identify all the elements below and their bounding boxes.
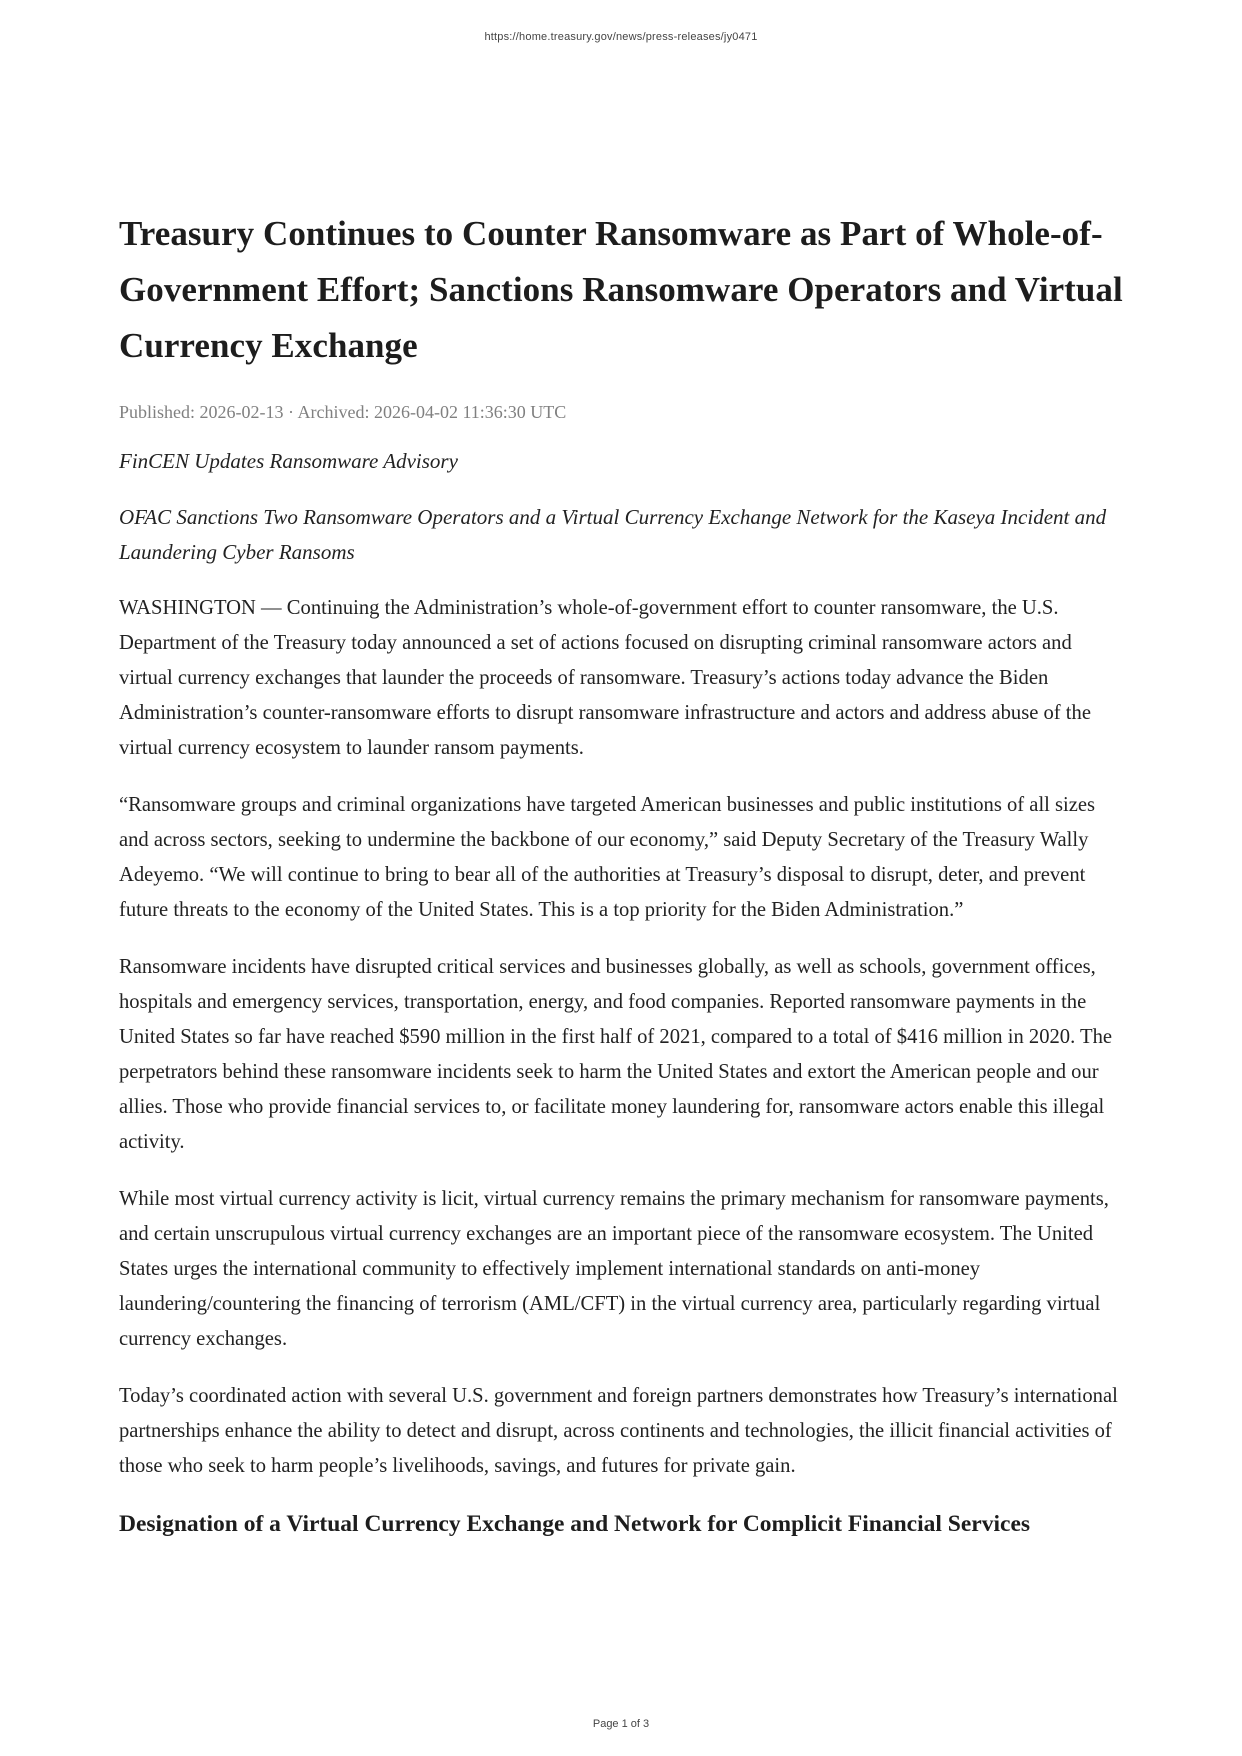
article-subhead: FinCEN Updates Ransomware Advisory — [119, 449, 458, 473]
section-heading: Designation of a Virtual Currency Exchange and Network for Complicit Financial Services — [119, 1511, 1031, 1537]
article-paragraph: Ransomware incidents have disrupted critical services and businesses globally, as well as schools, government offices, hospitals and emergency services, transportation, energy, and food companies. Reported ransomware payments in the United States so far have reached $590 million in the first half of 2021, compared to a total of $416 million in 2020. The perpetrators behind these ransomware incidents seek to harm the United States and extort the American people and our allies. Those who provide financial services to, or facilitate money laundering for, ransomware actors enable this illegal activity. — [119, 956, 1113, 1153]
article-subhead: OFAC Sanctions Two Ransomware Operators and a Virtual Currency Exchange Network for the Kaseya Incident and Laundering Cyber Ransoms — [119, 505, 1107, 564]
page-url-header: https://home.treasury.gov/news/press-releases/jy0471 — [484, 31, 758, 43]
article-title: Treasury Continues to Counter Ransomware as Part of Whole-of-Government Effort; Sanctions Ransomware Operators and Virtual Currency Exchange — [119, 214, 1123, 365]
article-paragraph: While most virtual currency activity is licit, virtual currency remains the primary mechanism for ransomware payments, and certain unscrupulous virtual currency exchanges are an important piece of the ransomware ecosystem. The United States urges the international community to effectively implement international standards on anti-money laundering/countering the financing of terrorism (AML/CFT) in the virtual currency area, particularly regarding virtual currency exchanges. — [119, 1188, 1109, 1350]
article-paragraph: Today’s coordinated action with several U.S. government and foreign partners demonstrates how Treasury’s international partnerships enhance the ability to detect and disrupt, across continents and technologies, the illicit financial activities of those who seek to harm people’s livelihoods, savings, and futures for private gain. — [119, 1385, 1118, 1477]
article-meta: Published: 2026-02-13 · Archived: 2026-04-02 11:36:30 UTC — [119, 402, 567, 422]
article-paragraph: WASHINGTON — Continuing the Administration’s whole-of-government effort to counter ransomware, the U.S. Department of the Treasury today announced a set of actions focused on disrupting criminal ransomware actors and virtual currency exchanges that launder the proceeds of ransomware. Treasury’s actions today advance the Biden Administration’s counter-ransomware efforts to disrupt ransomware infrastructure and actors and address abuse of the virtual currency ecosystem to launder ransom payments. — [119, 597, 1091, 759]
page-number: Page 1 of 3 — [592, 1718, 650, 1730]
article-paragraph: “Ransomware groups and criminal organizations have targeted American businesses and public institutions of all sizes and across sectors, seeking to undermine the backbone of our economy,” said Deputy Secretary of the Treasury Wally Adeyemo. “We will continue to bring to bear all of the authorities at Treasury’s disposal to disrupt, deter, and prevent future threats to the economy of the United States. This is a top priority for the Biden Administration.” — [119, 794, 1096, 921]
article — [119, 206, 1129, 1540]
